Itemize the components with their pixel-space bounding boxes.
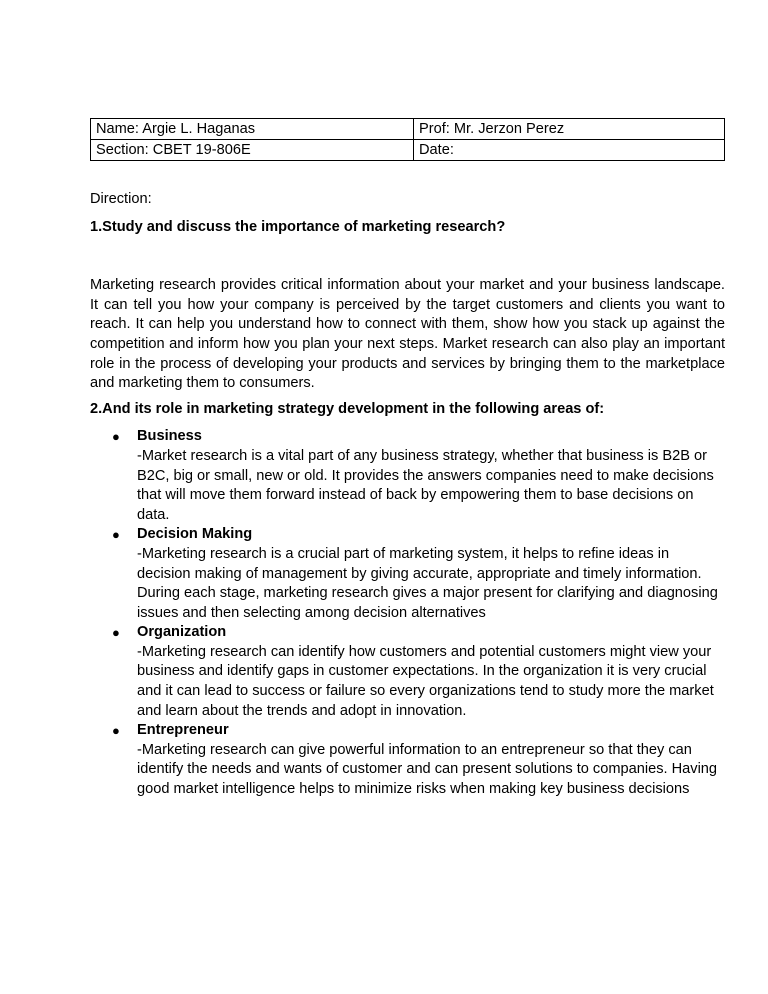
area-description: -Marketing research can give powerful information to an entrepreneur so that they can identify the needs and wants of customer and can present solutions to companies. Having good market intelligence helps to minimize risks when making key business decisions — [137, 741, 718, 798]
bullet-icon: ● — [112, 429, 120, 445]
header-info-table — [90, 118, 725, 161]
bullet-icon: ● — [112, 625, 120, 641]
area-title: Decision Making — [137, 526, 253, 543]
table-row — [91, 140, 725, 161]
bullet-icon: ● — [112, 527, 120, 543]
area-description: -Marketing research can identify how customers and potential customers might view your business and identify gaps in customer expectations. In the organization it is very crucial and it can lead to success or failure so every organizations tend to study more the market and learn about the trends and adopt in innovation. — [137, 643, 714, 719]
direction-label: Direction: — [90, 191, 152, 207]
bullet-icon: ● — [112, 723, 120, 739]
answer-1-paragraph: Marketing research provides critical information about your market and your business landscape. It can tell you how your company is perceived by the target customers and clients you want to reach. It can help you understand how to connect with them, show how you stack up against the competition and inform how you plan your next steps. Market research can also play an important role in the process of developing your products and services by bringing them to the marketplace and marketing them to consumers. — [90, 277, 725, 392]
table-row — [91, 119, 725, 140]
area-title: Business — [137, 428, 202, 445]
professor-cell: Prof: Mr. Jerzon Perez — [414, 119, 725, 140]
question-2: 2.And its role in marketing strategy development in the following areas of: — [90, 400, 605, 417]
area-title: Organization — [137, 624, 227, 641]
area-description: -Market research is a vital part of any business strategy, whether that business is B2B or B2C, big or small, new or old. It provides the answers companies need to make decisions that will move them forward instead of back by empowering them to base decisions on data. — [137, 447, 714, 523]
list-item — [90, 623, 725, 721]
student-name-cell: Name: Argie L. Haganas — [91, 119, 414, 140]
date-cell: Date: — [414, 140, 725, 161]
question-1: 1.Study and discuss the importance of marketing research? — [90, 218, 506, 235]
list-item — [90, 525, 725, 623]
list-item — [90, 721, 725, 799]
area-description: -Marketing research is a crucial part of marketing system, it helps to refine ideas in decision making of management by giving accurate, appropriate and timely information. During each stage, marketing research gives a major present for clarifying and diagnosing issues and then selecting among decision alternatives — [137, 545, 718, 621]
document-page — [90, 118, 725, 800]
section-cell: Section: CBET 19-806E — [91, 140, 414, 161]
list-item — [90, 427, 725, 525]
area-title: Entrepreneur — [137, 722, 229, 739]
areas-list — [90, 427, 725, 799]
